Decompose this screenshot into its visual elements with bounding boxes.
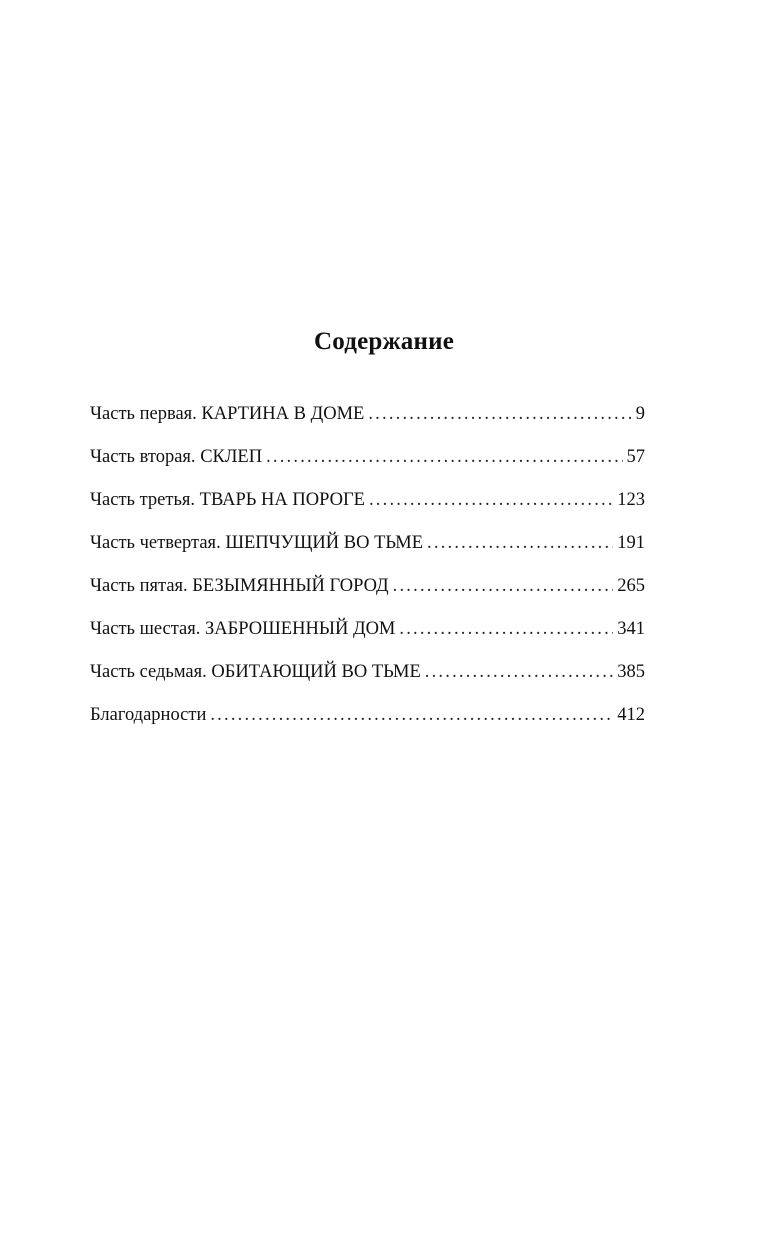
dot-leader — [369, 488, 613, 512]
toc-part-label: Часть четвертая. — [90, 533, 221, 553]
toc-part-title: КАРТИНА В ДОМЕ — [201, 404, 365, 424]
toc-entry — [90, 617, 645, 660]
toc-part-label: Часть первая. — [90, 404, 197, 424]
toc-page-number: 265 — [617, 576, 645, 596]
toc-page-number: 123 — [617, 490, 645, 510]
toc-page-number: 57 — [626, 447, 645, 467]
toc-page-number: 191 — [617, 533, 645, 553]
toc-part-label: Часть пятая. — [90, 576, 188, 596]
toc-part-label: Благодарности — [90, 705, 207, 725]
toc-part-label: Часть третья. — [90, 490, 196, 510]
toc-entry-label — [90, 488, 365, 512]
toc-entry — [90, 574, 645, 617]
toc-entry — [90, 660, 645, 703]
toc-part-label: Часть седьмая. — [90, 662, 207, 682]
table-of-contents — [90, 402, 645, 746]
toc-entry-label — [90, 445, 262, 469]
toc-page-number: 341 — [617, 619, 645, 639]
toc-entry-label — [90, 617, 395, 641]
page-title: Содержание — [313, 328, 454, 355]
toc-part-title: СКЛЕП — [200, 447, 263, 467]
toc-part-title: ШЕПЧУЩИЙ ВО ТЬМЕ — [225, 533, 424, 553]
toc-part-title: ЗАБРОШЕННЫЙ ДОМ — [205, 619, 396, 639]
toc-entry-label — [90, 531, 423, 555]
toc-part-label: Часть вторая. — [90, 447, 196, 467]
toc-entry-label — [90, 660, 421, 684]
dot-leader — [368, 402, 631, 426]
toc-entry-label — [90, 703, 206, 727]
dot-leader — [266, 445, 622, 469]
toc-part-title: БЕЗЫМЯННЫЙ ГОРОД — [192, 576, 389, 596]
toc-part-label: Часть шестая. — [90, 619, 201, 639]
toc-page-number: 9 — [635, 404, 645, 424]
dot-leader — [393, 574, 614, 598]
dot-leader — [210, 703, 613, 727]
toc-entry — [90, 402, 645, 445]
toc-entry — [90, 445, 645, 488]
toc-entry-label — [90, 402, 364, 426]
dot-leader — [399, 617, 613, 641]
toc-part-title: ОБИТАЮЩИЙ ВО ТЬМЕ — [211, 662, 421, 682]
dot-leader — [425, 660, 613, 684]
toc-entry — [90, 488, 645, 531]
toc-entry — [90, 703, 645, 746]
toc-page-number: 412 — [617, 705, 645, 725]
dot-leader — [427, 531, 613, 555]
toc-part-title: ТВАРЬ НА ПОРОГЕ — [199, 490, 365, 510]
toc-entry-label — [90, 574, 389, 598]
toc-entry — [90, 531, 645, 574]
toc-page-number: 385 — [617, 662, 645, 682]
